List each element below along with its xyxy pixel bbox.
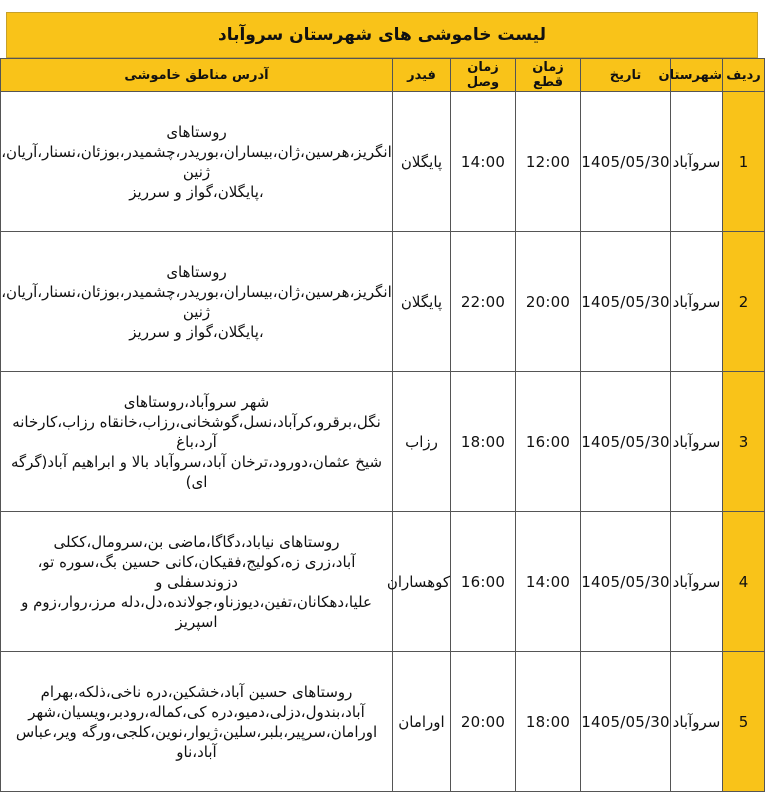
county-cell: سروآباد [671,512,723,652]
table-row [1,372,765,512]
cut-time-cell: 20:00 [516,232,581,372]
date-cell: 1405/05/30 [581,652,671,792]
header-restore-time: زمان وصل [451,59,516,92]
table-row [1,92,765,232]
cut-time-cell: 14:00 [516,512,581,652]
cut-time-cell: 18:00 [516,652,581,792]
address-line: نگل،برقرو،کرآباد،نسل،گوشخانی،رزاب،خانقاه رزاب،کارخانه آرد،باغ [12,412,381,451]
address-line: شیخ عثمان،دورود،ترخان آباد،سروآباد بالا و ابراهیم آباد(گرگه ای) [10,452,383,491]
cut-time-cell: 16:00 [516,372,581,512]
address-cell [1,92,393,232]
row-number: 5 [723,652,765,792]
address-line: ،پایگلان،گواز و سرریز [129,322,264,341]
address-cell [1,652,393,792]
address-line: شهر سروآباد،روستاهای [123,392,270,411]
address-line: اورامان،سرپیر،بلبر،سلین،ژیوار،نوین،کلجی،ورگه ویر،عباس آباد،ناو [15,722,378,761]
address-line: روستاهای حسین آباد،خشکین،دره ناخی،ذلکه،بهرام [40,682,353,701]
date-cell: 1405/05/30 [581,232,671,372]
header-row-number: ردیف [723,59,765,92]
table-row [1,232,765,372]
county-cell: سروآباد [671,652,723,792]
address-line: انگریز،هرسین،ژان،بیساران،بوریدر،چشمیدر،بوزئان،نسنار،آریان،ژنین [1,282,392,321]
outage-table [0,58,765,792]
header-feeder: فیدر [393,59,451,92]
header-date: تاریخ [581,59,671,92]
restore-time-cell: 16:00 [451,512,516,652]
address-line: روستاهای نیاباد،دگاگا،ماضی بن،سرومال،ککلی [53,532,340,551]
header-address: آدرس مناطق خاموشی [1,59,393,92]
date-cell: 1405/05/30 [581,372,671,512]
address-cell [1,512,393,652]
header-county: شهرستان [671,59,723,92]
feeder-cell: پایگلان [393,232,451,372]
county-cell: سروآباد [671,232,723,372]
row-number: 1 [723,92,765,232]
page-title: لیست خاموشی های شهرستان سروآباد [6,12,758,58]
table-row [1,652,765,792]
feeder-cell: پایگلان [393,92,451,232]
address-line: ،پایگلان،گواز و سرریز [129,182,264,201]
address-line: انگریز،هرسین،ژان،بیساران،بوریدر،چشمیدر،بوزئان،نسنار،آریان،ژنین [1,142,392,181]
restore-time-cell: 14:00 [451,92,516,232]
address-cell [1,372,393,512]
table-row [1,512,765,652]
county-cell: سروآباد [671,92,723,232]
address-line: آباد،بندول،دزلی،دمیو،دره کی،کماله،رودبر،ویسیان،شهر [28,702,365,721]
outage-sheet [0,8,764,800]
date-cell: 1405/05/30 [581,512,671,652]
date-cell: 1405/05/30 [581,92,671,232]
feeder-cell: رزاب [393,372,451,512]
address-cell [1,232,393,372]
restore-time-cell: 20:00 [451,652,516,792]
address-line: علیا،دهکانان،تفین،دیوزناو،جولانده،دل،دله مرز،روار،زوم و اسپریز [21,592,372,631]
header-row [1,59,765,92]
row-number: 2 [723,232,765,372]
row-number: 4 [723,512,765,652]
restore-time-cell: 22:00 [451,232,516,372]
feeder-cell: کوهساران [393,512,451,652]
feeder-cell: اورامان [393,652,451,792]
address-line: روستاهای [166,262,227,281]
address-line: روستاهای [166,122,227,141]
address-line: آباد،زری زه،کولیج،فقیکان،کانی حسین بگ،سوره تو، دزوندسفلی و [37,552,356,591]
county-cell: سروآباد [671,372,723,512]
restore-time-cell: 18:00 [451,372,516,512]
cut-time-cell: 12:00 [516,92,581,232]
row-number: 3 [723,372,765,512]
header-cut-time: زمان قطع [516,59,581,92]
